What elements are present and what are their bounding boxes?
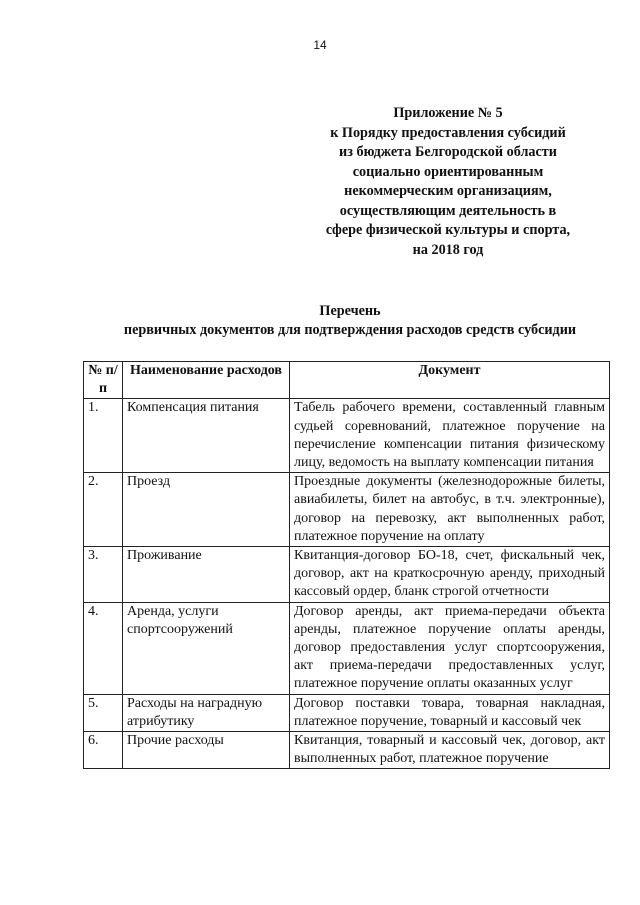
header-document: Документ [290,362,610,399]
row-name: Компенсация питания [123,399,290,473]
appendix-line: осуществляющим деятельность в [339,202,557,219]
documents-table [83,361,610,769]
appendix-line: из бюджета Белгородской области [339,144,557,160]
row-document: Квитанция-договор БО-18, счет, фискальный чек, договор, акт на краткосрочную аренду, приходный кассовый ордер, бланк строгой отчетности [290,547,610,603]
row-document: Квитанция, товарный и кассовый чек, договор, акт выполненных работ, платежное поручение [290,732,610,769]
appendix-line: на 2018 год [412,241,484,258]
table-row [84,602,610,694]
header-name: Наименование расходов [123,362,290,399]
table-row [84,399,610,473]
row-num: 4. [84,602,123,694]
row-document: Проездные документы (железнодорожные билеты, авиабилеты, билет на автобус, в т.ч. электронные), договор на перевозку, акт выполненных работ, платежное поручение на оплату [290,473,610,547]
table-row [84,732,610,769]
table-row [84,694,610,731]
appendix-line: к Порядку предоставления субсидий [330,124,566,141]
row-name: Аренда, услуги спортсооружений [123,602,290,694]
row-num: 2. [84,473,123,547]
appendix-line: сфере физической культуры и спорта, [325,222,571,238]
row-document: Договор аренды, акт приема-передачи объекта аренды, платежное поручение оплаты аренды, договор предоставления услуг спортсооружения, акт приема-передачи предоставленных услуг, платежное поручение оплаты оказанных услуг [290,602,610,694]
appendix-line: некоммерческим организациям, [344,183,552,199]
table-row [84,547,610,603]
header-num: № п/п [84,362,123,399]
appendix-line: социально ориентированным [352,163,544,180]
row-num: 1. [84,399,123,473]
row-name: Проезд [123,473,290,547]
row-name: Прочие расходы [123,732,290,769]
appendix-line: Приложение № 5 [393,105,503,121]
row-name: Проживание [123,547,290,603]
document-title [0,302,640,340]
table-row [84,473,610,547]
page-number: 14 [313,38,327,52]
title-line-1: Перечень [319,303,381,319]
title-line-2: первичных документов для подтверждения расходов средств субсидии [123,322,577,338]
row-name: Расходы на наградную атрибутику [123,694,290,731]
appendix-header [300,104,596,260]
row-num: 5. [84,694,123,731]
row-num: 6. [84,732,123,769]
row-num: 3. [84,547,123,603]
row-document: Договор поставки товара, товарная накладная, платежное поручение, товарный и кассовый чек [290,694,610,731]
table-header-row [84,362,610,399]
row-document: Табель рабочего времени, составленный главным судьей соревнований, платежное поручение на перечисление компенсации питания физическому лицу, ведомость на выплату компенсации питания [290,399,610,473]
